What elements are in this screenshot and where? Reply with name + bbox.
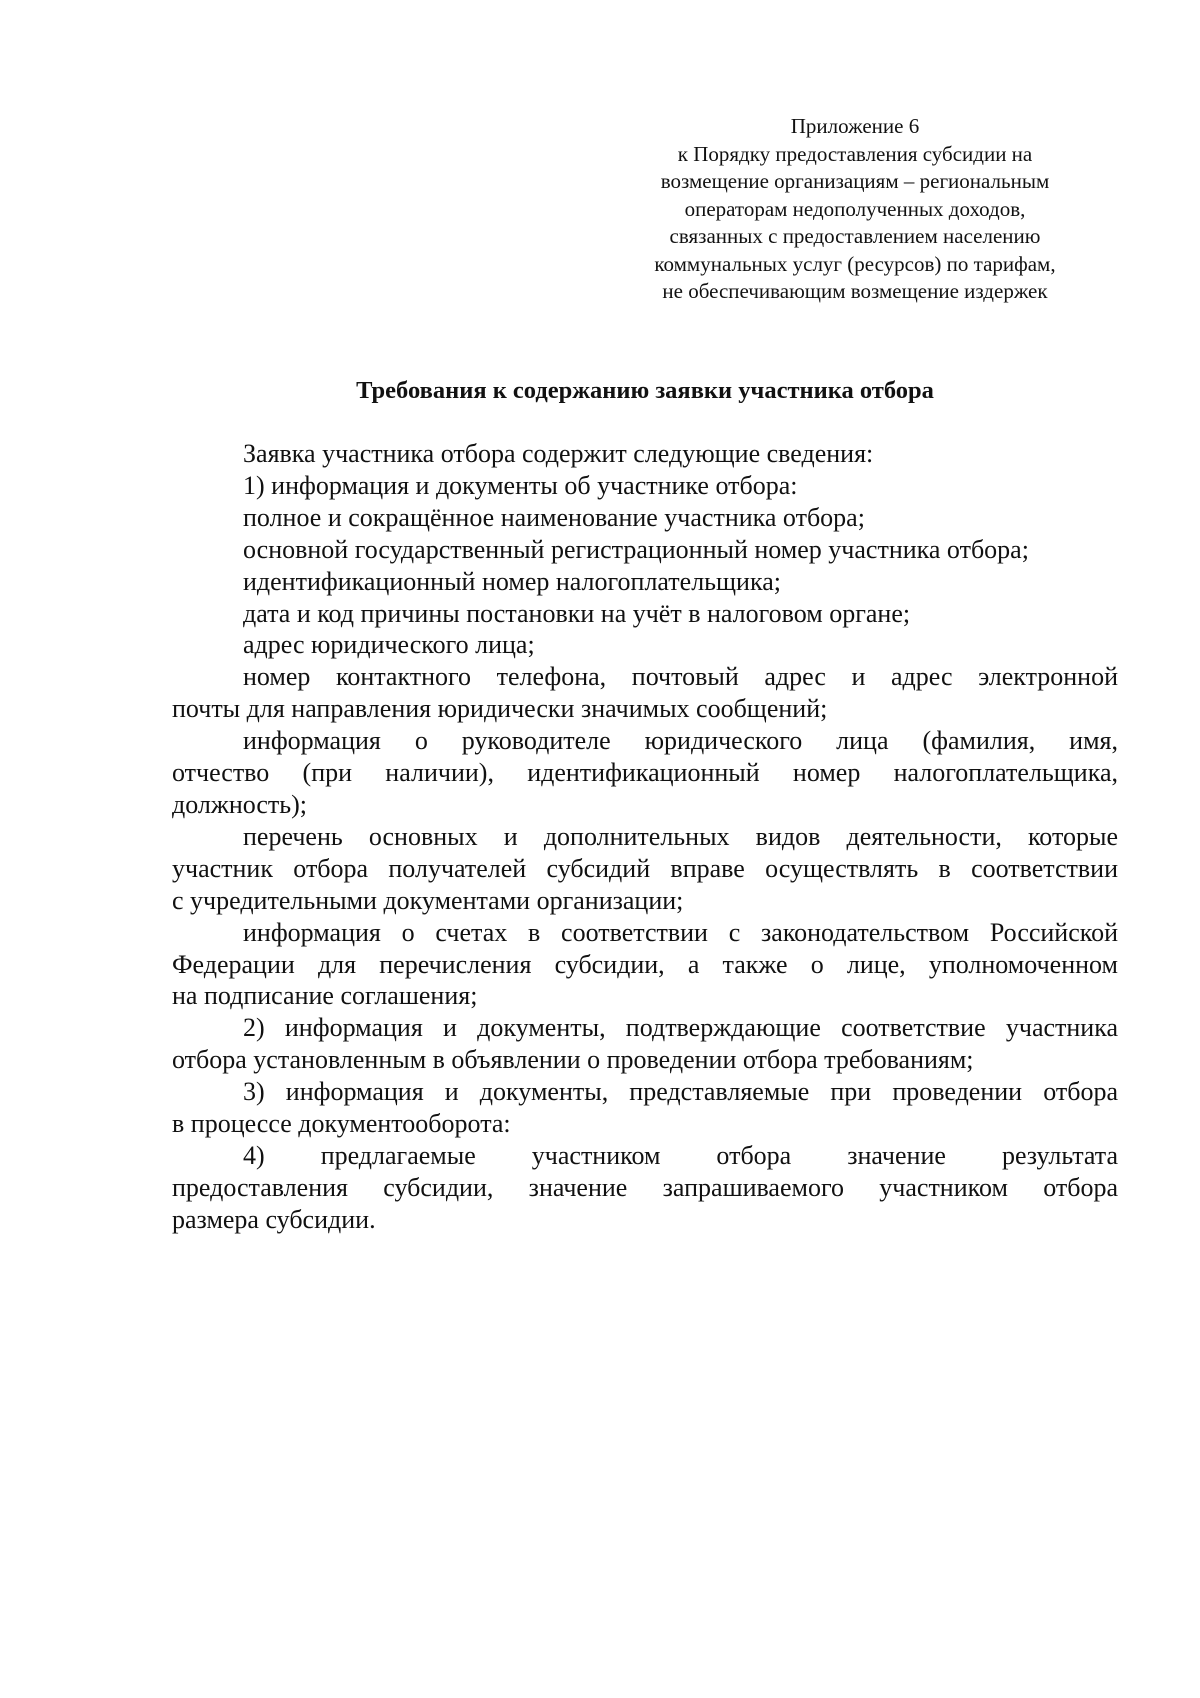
body-line: дата и код причины постановки на учёт в налоговом органе; bbox=[243, 598, 911, 628]
body-paragraph bbox=[172, 661, 1118, 725]
body-line: номер контактного телефона, почтовый адрес и адрес электронной bbox=[243, 662, 1118, 692]
appendix-line: Приложение 6 bbox=[790, 114, 920, 138]
body-paragraph bbox=[172, 534, 1118, 566]
body-line: почты для направления юридически значимых сообщений; bbox=[172, 694, 828, 724]
appendix-line: операторам недополученных доходов, bbox=[684, 196, 1026, 221]
body-paragraph bbox=[172, 1076, 1118, 1140]
body-line: предоставления субсидии, значение запрашиваемого участником отбора bbox=[172, 1172, 1118, 1202]
body-line: на подписание соглашения; bbox=[172, 981, 478, 1011]
body-line: адрес юридического лица; bbox=[243, 630, 535, 660]
body-line: участник отбора получателей субсидий вправе осуществлять в соответствии bbox=[172, 853, 1118, 883]
body-line: Заявка участника отбора содержит следующие сведения: bbox=[243, 439, 874, 468]
body-paragraph bbox=[172, 1140, 1118, 1236]
body-line: информация о счетах в соответствии с законодательством Российской bbox=[243, 917, 1118, 947]
appendix-line: связанных с предоставлением населению bbox=[669, 224, 1041, 248]
body-paragraph bbox=[172, 917, 1118, 1013]
body-line: основной государственный регистрационный номер участника отбора; bbox=[243, 534, 1029, 564]
body-line: должность); bbox=[172, 789, 308, 819]
body-paragraph bbox=[172, 821, 1118, 917]
body-paragraph bbox=[172, 629, 1118, 661]
body-paragraph bbox=[172, 470, 1118, 502]
body-paragraph bbox=[172, 725, 1118, 821]
document-title: Требования к содержанию заявки участника отбора bbox=[356, 377, 934, 404]
appendix-header bbox=[620, 113, 1090, 306]
body-line: 1) информация и документы об участнике отбора: bbox=[243, 470, 798, 500]
body-paragraph bbox=[172, 438, 1118, 470]
body-paragraph bbox=[172, 1012, 1118, 1076]
body-line: в процессе документооборота: bbox=[172, 1109, 511, 1139]
body-line: отбора установленным в объявлении о проведении отбора требованиям; bbox=[172, 1045, 974, 1075]
document-body bbox=[172, 438, 1118, 1236]
body-line: размера субсидии. bbox=[172, 1204, 376, 1234]
body-line: полное и сокращённое наименование участника отбора; bbox=[243, 502, 865, 532]
body-line: идентификационный номер налогоплательщика; bbox=[243, 566, 781, 596]
body-paragraph bbox=[172, 566, 1118, 598]
body-paragraph bbox=[172, 502, 1118, 534]
body-line: 4) предлагаемые участником отбора значение результата bbox=[243, 1140, 1118, 1170]
appendix-line: возмещение организациям – региональным bbox=[660, 169, 1050, 193]
appendix-line: не обеспечивающим возмещение издержек bbox=[662, 279, 1048, 303]
body-line: Федерации для перечисления субсидии, а также о лице, уполномоченном bbox=[172, 949, 1118, 979]
body-line: перечень основных и дополнительных видов деятельности, которые bbox=[243, 821, 1118, 851]
body-line: информация о руководителе юридического лица (фамилия, имя, bbox=[243, 726, 1118, 756]
body-paragraph bbox=[172, 598, 1118, 630]
body-line: 2) информация и документы, подтверждающие соответствие участника bbox=[243, 1013, 1118, 1043]
appendix-line: к Порядку предоставления субсидии на bbox=[677, 141, 1033, 166]
body-line: 3) информация и документы, представляемые при проведении отбора bbox=[243, 1077, 1118, 1107]
body-line: с учредительными документами организации; bbox=[172, 885, 684, 915]
body-line: отчество (при наличии), идентификационный номер налогоплательщика, bbox=[172, 758, 1118, 788]
appendix-line: коммунальных услуг (ресурсов) по тарифам, bbox=[654, 251, 1056, 276]
